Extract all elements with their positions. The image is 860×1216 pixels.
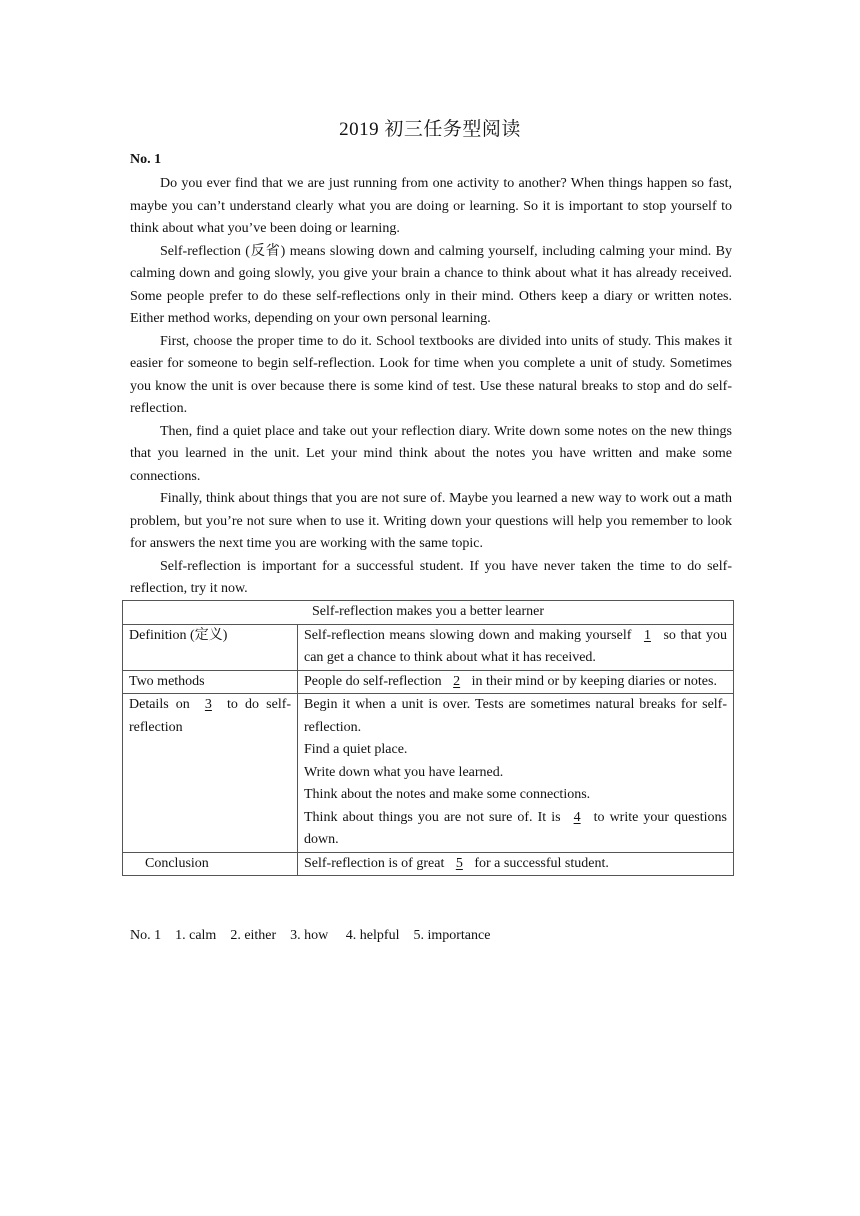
row-label — [123, 852, 298, 876]
row-text — [304, 853, 727, 876]
detail-line — [304, 807, 727, 852]
text-segment: for a successful student. — [474, 855, 609, 871]
answer-blank: 2 — [453, 673, 461, 689]
answer-blank: 4 — [573, 809, 581, 825]
table-header: Self-reflection makes you a better learner — [123, 601, 734, 625]
row-content — [298, 624, 734, 670]
row-label: Definition (定义) — [123, 624, 298, 670]
text-segment: so that you can get a chance to think about what it has received. — [304, 627, 728, 665]
table-header-row — [123, 601, 734, 625]
section-label: No. 1 — [130, 152, 162, 167]
paragraph: First, choose the proper time to do it. School textbooks are divided into units of study. This makes it easier for someone to begin self-reflection. Look for time when you complete a unit of study. Sometimes you know the unit is over because there is some kind of test. Use these natural breaks to stop and do self-reflection. — [130, 333, 732, 416]
reading-passage — [130, 173, 732, 601]
table-row — [123, 670, 734, 694]
row-label — [123, 694, 298, 853]
detail-line: Begin it when a unit is over. Tests are sometimes natural breaks for self-reflection. — [304, 697, 727, 735]
paragraph: Self-reflection is important for a successful student. If you have never taken the time to do self-reflection, try it now. — [130, 558, 732, 596]
text-segment: Details on — [129, 697, 190, 712]
answer-blank: 1 — [643, 627, 651, 643]
answer-blank: 5 — [455, 855, 463, 871]
text-segment: in their mind or by keeping diaries or notes. — [471, 673, 717, 689]
row-label-text — [129, 694, 291, 739]
text-segment: to write your questions down. — [304, 809, 727, 847]
text-segment: Self-reflection means slowing down and making yourself — [304, 627, 632, 643]
row-content — [298, 670, 734, 694]
conclusion-label: Conclusion — [145, 855, 209, 871]
text-segment: to do self-reflection — [129, 697, 292, 735]
row-label: Two methods — [123, 670, 298, 694]
paragraph: Then, find a quiet place and take out your reflection diary. Write down some notes on the new things that you learned in the unit. Let your mind think about the notes you have written and make some connections. — [130, 423, 732, 484]
paragraph: Finally, think about things that you are not sure of. Maybe you learned a new way to work out a math problem, but you’re not sure when to use it. Writing down your questions will help you remember to look for answers the next time you are working with the same topic. — [130, 491, 732, 551]
answer-blank: 3 — [204, 697, 212, 712]
text-segment: Self-reflection is of great — [304, 855, 445, 871]
table-row — [123, 624, 734, 670]
detail-line: Write down what you have learned. — [304, 764, 504, 780]
row-text — [304, 671, 727, 694]
paragraph: Self-reflection (反省) means slowing down and calming yourself, including calming your mind. By calming down and going slowly, you give your brain a chance to think about what it has already received. Some people prefer to do these self-reflections only in their mind. Others keep a diary or written notes. Either method works, depending on your own personal learning. — [130, 243, 732, 326]
answer-key: No. 1 1. calm 2. either 3. how 4. helpful 5. importance — [130, 928, 491, 943]
row-text — [304, 625, 727, 670]
text-segment: People do self-reflection — [304, 673, 442, 689]
detail-line: Find a quiet place. — [304, 742, 408, 757]
paragraph: Do you ever find that we are just running from one activity to another? When things happen so fast, maybe you can’t understand clearly what you are doing or learning. So it is important to stop yourself to think about what you’ve been doing or learning. — [130, 176, 732, 236]
text-segment: Think about things you are not sure of. It is — [304, 809, 561, 825]
table-row — [123, 694, 734, 853]
summary-table — [122, 600, 734, 876]
row-content — [298, 694, 734, 853]
table-row — [123, 852, 734, 876]
page-title: 2019 初三任务型阅读 — [339, 119, 521, 140]
detail-line: Think about the notes and make some connections. — [304, 787, 591, 802]
row-content — [298, 852, 734, 876]
